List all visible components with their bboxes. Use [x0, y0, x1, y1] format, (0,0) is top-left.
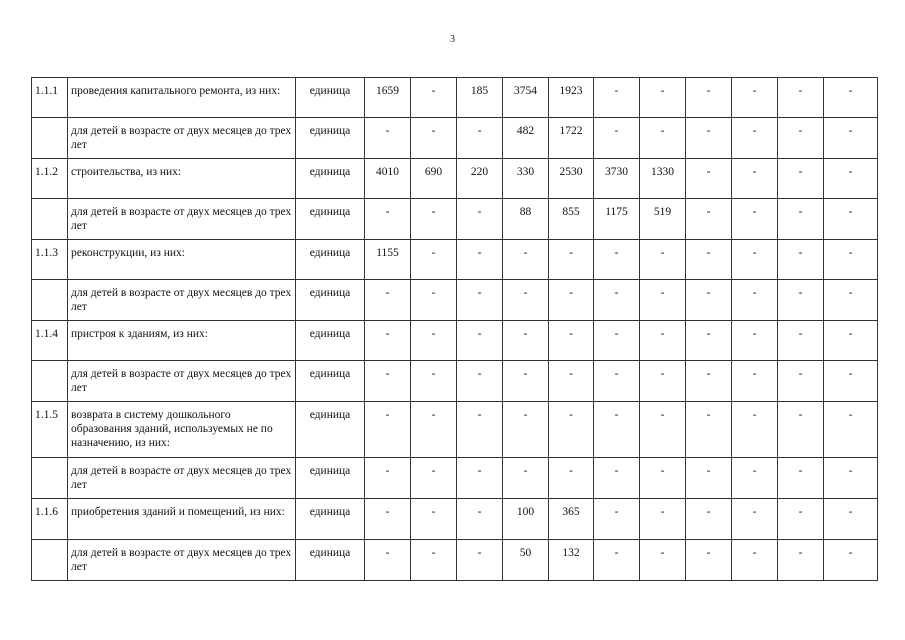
table-row — [32, 402, 878, 458]
value-cell: 330 — [503, 159, 549, 199]
row-name-cell: реконструкции, из них: — [68, 240, 296, 280]
row-unit-cell: единица — [296, 499, 365, 540]
row-name-cell: для детей в возрасте от двух месяцев до трех лет — [68, 199, 296, 240]
value-cell: - — [365, 458, 411, 499]
value-cell: - — [503, 361, 549, 402]
value-cell: - — [824, 361, 878, 402]
value-cell: - — [686, 458, 732, 499]
value-cell: - — [503, 280, 549, 321]
value-cell: - — [503, 402, 549, 458]
value-cell: - — [549, 458, 594, 499]
value-cell: - — [411, 280, 457, 321]
row-name-cell: возврата в систему дошкольного образования зданий, используемых не по назначению, из них: — [68, 402, 296, 458]
value-cell: - — [732, 280, 778, 321]
value-cell: - — [457, 458, 503, 499]
table-row — [32, 118, 878, 159]
row-unit-cell: единица — [296, 321, 365, 361]
row-unit-cell: единица — [296, 402, 365, 458]
value-cell: 50 — [503, 540, 549, 581]
value-cell: - — [457, 118, 503, 159]
value-cell: - — [594, 321, 640, 361]
row-name-cell: проведения капитального ремонта, из них: — [68, 78, 296, 118]
value-cell: 132 — [549, 540, 594, 581]
value-cell: - — [365, 321, 411, 361]
value-cell: - — [594, 78, 640, 118]
row-number-cell: 1.1.6 — [32, 499, 68, 540]
value-cell: - — [365, 118, 411, 159]
value-cell: - — [457, 499, 503, 540]
value-cell: - — [824, 540, 878, 581]
row-name-cell: пристроя к зданиям, из них: — [68, 321, 296, 361]
value-cell: - — [778, 78, 824, 118]
value-cell: 1175 — [594, 199, 640, 240]
value-cell: - — [594, 458, 640, 499]
value-cell: - — [365, 361, 411, 402]
row-unit-cell: единица — [296, 540, 365, 581]
row-unit-cell: единица — [296, 240, 365, 280]
value-cell: - — [732, 402, 778, 458]
value-cell: 4010 — [365, 159, 411, 199]
value-cell: - — [640, 458, 686, 499]
value-cell: - — [411, 78, 457, 118]
row-unit-cell: единица — [296, 159, 365, 199]
row-unit-cell: единица — [296, 118, 365, 159]
value-cell: - — [778, 402, 824, 458]
value-cell: - — [824, 118, 878, 159]
row-number-cell — [32, 540, 68, 581]
table-row — [32, 280, 878, 321]
value-cell: - — [778, 280, 824, 321]
table-row — [32, 240, 878, 280]
row-unit-cell: единица — [296, 199, 365, 240]
row-name-cell: для детей в возрасте от двух месяцев до трех лет — [68, 118, 296, 159]
value-cell: - — [778, 540, 824, 581]
value-cell: - — [640, 78, 686, 118]
value-cell: - — [732, 159, 778, 199]
value-cell: - — [686, 499, 732, 540]
value-cell: - — [732, 199, 778, 240]
value-cell: 2530 — [549, 159, 594, 199]
value-cell: - — [365, 280, 411, 321]
value-cell: 220 — [457, 159, 503, 199]
value-cell: - — [686, 159, 732, 199]
value-cell: - — [411, 321, 457, 361]
value-cell: 1659 — [365, 78, 411, 118]
value-cell: - — [457, 540, 503, 581]
value-cell: - — [411, 540, 457, 581]
value-cell: 855 — [549, 199, 594, 240]
value-cell: - — [732, 321, 778, 361]
row-number-cell — [32, 361, 68, 402]
value-cell: - — [411, 458, 457, 499]
value-cell: - — [594, 240, 640, 280]
data-table — [31, 77, 878, 581]
value-cell: - — [824, 240, 878, 280]
value-cell: 1330 — [640, 159, 686, 199]
value-cell: - — [365, 199, 411, 240]
value-cell: - — [824, 199, 878, 240]
value-cell: - — [365, 540, 411, 581]
value-cell: - — [686, 280, 732, 321]
value-cell: - — [640, 280, 686, 321]
value-cell: - — [411, 199, 457, 240]
row-unit-cell: единица — [296, 458, 365, 499]
value-cell: - — [549, 240, 594, 280]
row-name-cell: для детей в возрасте от двух месяцев до трех лет — [68, 458, 296, 499]
value-cell: - — [778, 361, 824, 402]
value-cell: - — [732, 540, 778, 581]
row-number-cell — [32, 118, 68, 159]
value-cell: 185 — [457, 78, 503, 118]
value-cell: - — [457, 402, 503, 458]
value-cell: - — [824, 499, 878, 540]
value-cell: - — [640, 402, 686, 458]
row-unit-cell: единица — [296, 78, 365, 118]
value-cell: - — [686, 118, 732, 159]
value-cell: - — [594, 499, 640, 540]
value-cell: 88 — [503, 199, 549, 240]
value-cell: 690 — [411, 159, 457, 199]
table-row — [32, 499, 878, 540]
row-name-cell: строительства, из них: — [68, 159, 296, 199]
row-number-cell: 1.1.2 — [32, 159, 68, 199]
row-number-cell: 1.1.3 — [32, 240, 68, 280]
value-cell: - — [594, 361, 640, 402]
value-cell: - — [686, 321, 732, 361]
value-cell: 1923 — [549, 78, 594, 118]
value-cell: - — [503, 321, 549, 361]
table-row — [32, 361, 878, 402]
value-cell: - — [457, 199, 503, 240]
value-cell: - — [594, 280, 640, 321]
row-name-cell: для детей в возрасте от двух месяцев до трех лет — [68, 361, 296, 402]
value-cell: - — [824, 78, 878, 118]
page-number: 3 — [450, 34, 455, 45]
table-row — [32, 321, 878, 361]
value-cell: 365 — [549, 499, 594, 540]
row-number-cell: 1.1.4 — [32, 321, 68, 361]
value-cell: - — [732, 458, 778, 499]
row-name-cell: для детей в возрасте от двух месяцев до трех лет — [68, 280, 296, 321]
value-cell: - — [365, 499, 411, 540]
value-cell: - — [824, 321, 878, 361]
value-cell: - — [824, 402, 878, 458]
value-cell: - — [640, 361, 686, 402]
row-number-cell: 1.1.5 — [32, 402, 68, 458]
value-cell: - — [457, 361, 503, 402]
value-cell: - — [549, 321, 594, 361]
value-cell: - — [732, 118, 778, 159]
value-cell: - — [686, 540, 732, 581]
row-number-cell — [32, 280, 68, 321]
value-cell: - — [686, 240, 732, 280]
value-cell: - — [411, 499, 457, 540]
value-cell: - — [594, 540, 640, 581]
value-cell: - — [549, 361, 594, 402]
value-cell: - — [640, 118, 686, 159]
value-cell: - — [686, 402, 732, 458]
value-cell: - — [778, 159, 824, 199]
value-cell: - — [457, 280, 503, 321]
value-cell: - — [549, 280, 594, 321]
value-cell: - — [732, 78, 778, 118]
value-cell: - — [778, 321, 824, 361]
value-cell: 1722 — [549, 118, 594, 159]
value-cell: - — [640, 321, 686, 361]
value-cell: 519 — [640, 199, 686, 240]
value-cell: - — [594, 402, 640, 458]
row-number-cell: 1.1.1 — [32, 78, 68, 118]
value-cell: - — [824, 159, 878, 199]
value-cell: 100 — [503, 499, 549, 540]
table-body — [32, 78, 878, 581]
row-number-cell — [32, 199, 68, 240]
value-cell: - — [457, 240, 503, 280]
value-cell: 3754 — [503, 78, 549, 118]
value-cell: - — [686, 199, 732, 240]
value-cell: - — [503, 240, 549, 280]
value-cell: - — [686, 361, 732, 402]
value-cell: - — [365, 402, 411, 458]
value-cell: - — [549, 402, 594, 458]
value-cell: - — [778, 240, 824, 280]
value-cell: - — [824, 280, 878, 321]
value-cell: - — [686, 78, 732, 118]
value-cell: 482 — [503, 118, 549, 159]
value-cell: - — [457, 321, 503, 361]
table-row — [32, 199, 878, 240]
row-name-cell: приобретения зданий и помещений, из них: — [68, 499, 296, 540]
value-cell: - — [732, 499, 778, 540]
value-cell: - — [411, 361, 457, 402]
value-cell: - — [732, 240, 778, 280]
value-cell: - — [640, 540, 686, 581]
value-cell: - — [594, 118, 640, 159]
value-cell: - — [732, 361, 778, 402]
value-cell: - — [411, 240, 457, 280]
value-cell: - — [778, 458, 824, 499]
value-cell: - — [503, 458, 549, 499]
value-cell: - — [640, 240, 686, 280]
table-row — [32, 458, 878, 499]
row-name-cell: для детей в возрасте от двух месяцев до трех лет — [68, 540, 296, 581]
value-cell: - — [778, 199, 824, 240]
value-cell: 3730 — [594, 159, 640, 199]
value-cell: - — [411, 118, 457, 159]
value-cell: 1155 — [365, 240, 411, 280]
table-row — [32, 159, 878, 199]
row-unit-cell: единица — [296, 280, 365, 321]
value-cell: - — [411, 402, 457, 458]
row-number-cell — [32, 458, 68, 499]
table-row — [32, 540, 878, 581]
value-cell: - — [640, 499, 686, 540]
value-cell: - — [824, 458, 878, 499]
row-unit-cell: единица — [296, 361, 365, 402]
table-row — [32, 78, 878, 118]
value-cell: - — [778, 118, 824, 159]
value-cell: - — [778, 499, 824, 540]
